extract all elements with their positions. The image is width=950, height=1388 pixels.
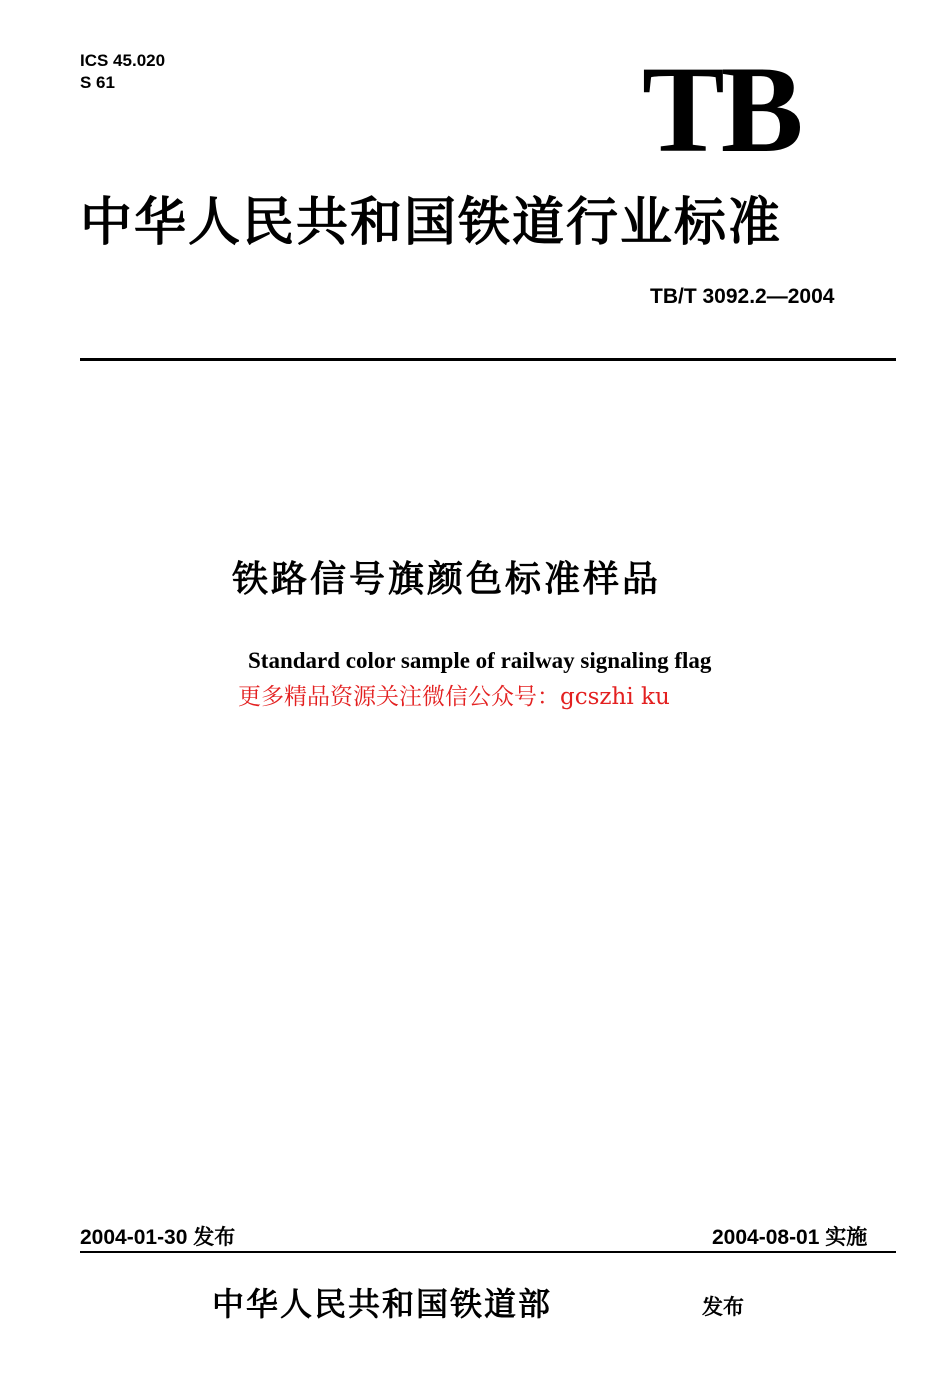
issuer-name: 中华人民共和国铁道部 [212, 1285, 553, 1323]
standard-number: TB/T 3092.2—2004 [650, 285, 835, 308]
ics-code: ICS 45.020 [80, 51, 166, 70]
footer-divider [80, 1251, 896, 1253]
watermark-text: 更多精品资源关注微信公众号：gcszhi ku [238, 684, 670, 710]
publish-date: 2004-01-30 发布 [80, 1226, 236, 1249]
document-title-en: Standard color sample of railway signaling flag [248, 648, 712, 673]
header-divider [80, 358, 896, 361]
tb-logo: TB [642, 41, 800, 178]
ccs-code: S 61 [80, 73, 115, 92]
organization-title: 中华人民共和国铁道行业标准 [80, 193, 783, 253]
issuer-action: 发布 [702, 1295, 744, 1319]
document-title-cn: 铁路信号旗颜色标准样品 [232, 559, 662, 600]
effective-date: 2004-08-01 实施 [712, 1226, 868, 1249]
